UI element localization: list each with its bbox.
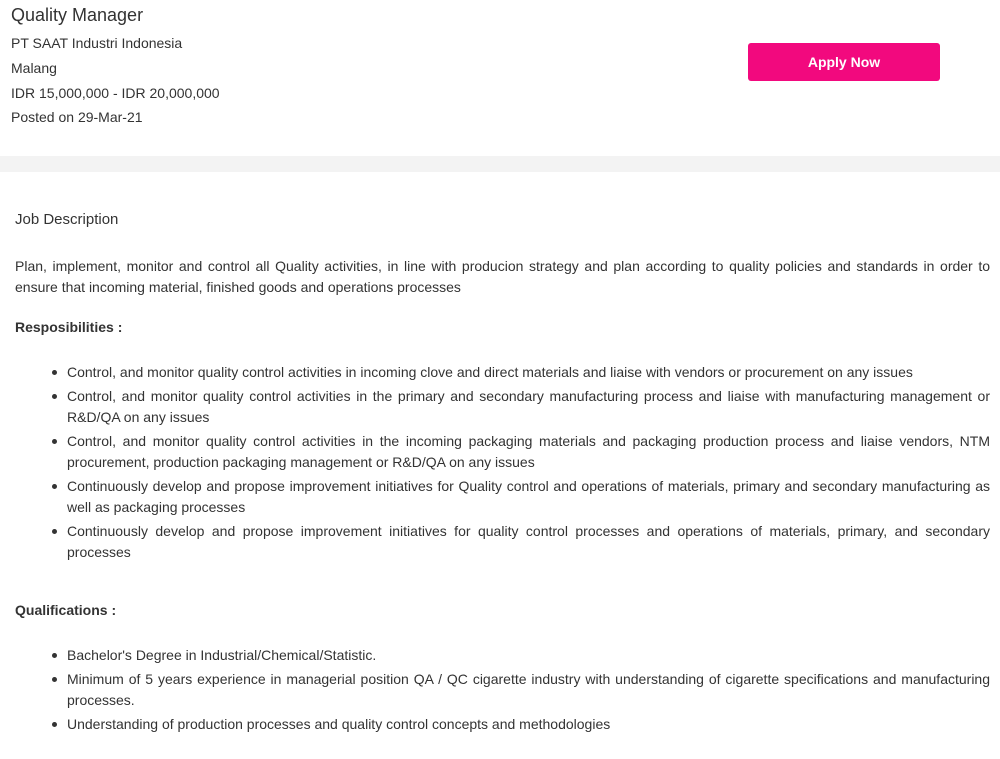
list-item: Minimum of 5 years experience in managerial position QA / QC cigarette industry with understanding of cigarette specifications and manufacturing processes. bbox=[67, 669, 990, 711]
list-item: Control, and monitor quality control activities in the incoming packaging materials and packaging production process and liaise vendors, NTM procurement, production packaging management or R&D/QA on any issues bbox=[67, 431, 990, 473]
list-item: Control, and monitor quality control activities in incoming clove and direct materials and liaise with vendors or procurement on any issues bbox=[67, 362, 990, 383]
responsibilities-heading: Resposibilities : bbox=[15, 319, 123, 335]
list-item: Bachelor's Degree in Industrial/Chemical/Statistic. bbox=[67, 645, 990, 666]
apply-now-button[interactable]: Apply Now bbox=[748, 43, 940, 81]
responsibilities-list bbox=[15, 362, 990, 563]
job-summary: Plan, implement, monitor and control all Quality activities, in line with producion strategy and plan according to quality policies and standards in order to ensure that incoming material, finished goods and operations processes bbox=[15, 258, 990, 295]
salary-range: IDR 15,000,000 - IDR 20,000,000 bbox=[11, 85, 220, 101]
job-location: Malang bbox=[11, 60, 57, 76]
job-description-heading: Job Description bbox=[15, 211, 119, 228]
posted-date: Posted on 29-Mar-21 bbox=[11, 109, 143, 125]
list-item: Control, and monitor quality control activities in the primary and secondary manufacturing process and liaise with manufacturing management or R&D/QA on any issues bbox=[67, 386, 990, 428]
job-header bbox=[0, 0, 1000, 156]
list-item: Understanding of production processes and quality control concepts and methodologies bbox=[67, 714, 990, 735]
company-name: PT SAAT Industri Indonesia bbox=[11, 35, 183, 51]
qualifications-heading: Qualifications : bbox=[15, 602, 117, 618]
section-divider bbox=[0, 156, 1000, 172]
qualifications-list bbox=[15, 645, 990, 735]
job-title: Quality Manager bbox=[11, 5, 144, 25]
job-description bbox=[15, 172, 990, 738]
list-item: Continuously develop and propose improvement initiatives for quality control processes and operations of materials, primary, and secondary processes bbox=[67, 521, 990, 563]
list-item: Continuously develop and propose improvement initiatives for Quality control and operations of materials, primary and secondary manufacturing as well as packaging processes bbox=[67, 476, 990, 518]
